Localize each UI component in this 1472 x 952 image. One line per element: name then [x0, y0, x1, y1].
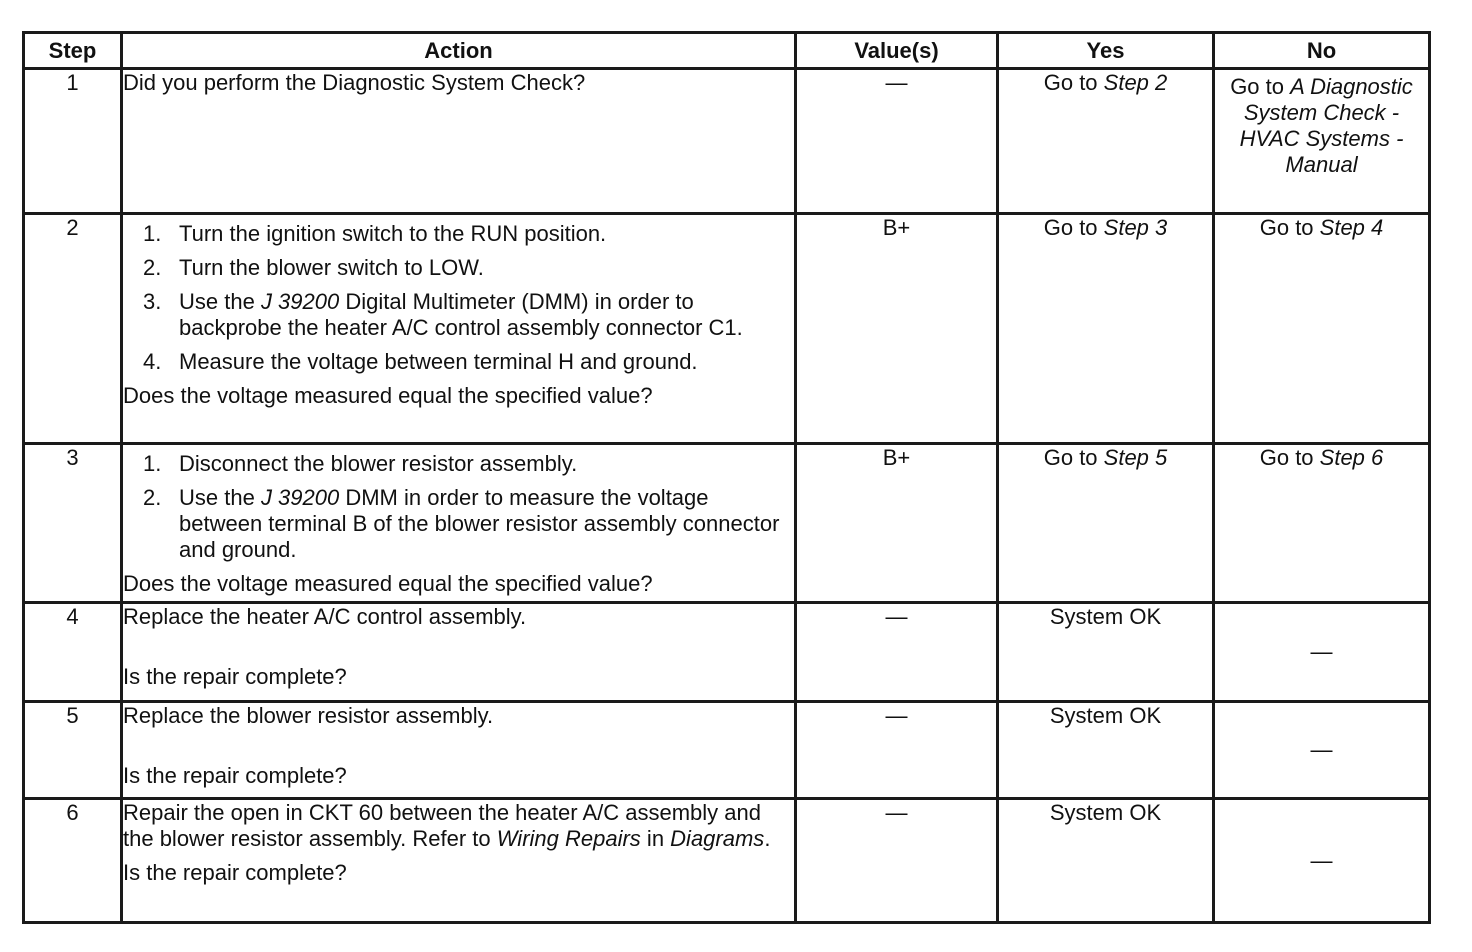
tool-reference: J 39200 [260, 485, 340, 510]
list-item [143, 485, 794, 563]
yes-cell [998, 69, 1214, 214]
value-cell: B+ [796, 214, 998, 444]
question-text: Is the repair complete? [123, 664, 347, 689]
action-cell [122, 69, 796, 214]
substep-number: 1. [143, 221, 162, 246]
list-item [143, 349, 794, 375]
substep-text: Use the [179, 485, 261, 510]
substep-text: Disconnect the blower resistor assembly. [179, 451, 578, 476]
action-text: Replace the blower resistor assembly. [123, 703, 494, 728]
substep-number: 1. [143, 451, 162, 476]
list-item [143, 255, 794, 281]
substep-text: Digital Multimeter (DMM) in order to backprobe the heater A/C control assembly connector C1. [179, 289, 743, 340]
yes-cell: System OK [998, 702, 1214, 799]
action-text [123, 800, 794, 852]
substep-number: 4. [143, 349, 162, 374]
list-item [143, 221, 794, 247]
value-cell: — [796, 799, 998, 923]
no-cell [1214, 69, 1430, 214]
yes-step-link[interactable]: Step 3 [1103, 215, 1168, 240]
question-text: Does the voltage measured equal the specified value? [123, 383, 653, 408]
substep-text: Use the [179, 289, 261, 314]
substep-text: DMM in order to measure the voltage between terminal B of the blower resistor assembly connector and ground. [179, 485, 780, 562]
no-cell: — [1214, 702, 1430, 799]
yes-cell [998, 214, 1214, 444]
table-row [24, 702, 1430, 799]
table-row [24, 799, 1430, 923]
no-ref-link[interactable]: A Diagnostic System Check - HVAC Systems - Manual [1239, 74, 1413, 177]
no-step-link[interactable]: Step 4 [1319, 215, 1384, 240]
question-text: Is the repair complete? [123, 763, 347, 788]
no-step-link[interactable]: Step 6 [1319, 445, 1384, 470]
step-number: 3 [24, 444, 122, 603]
value-cell: B+ [796, 444, 998, 603]
action-text: Replace the heater A/C control assembly. [123, 604, 527, 629]
table-row [24, 444, 1430, 603]
diagnostic-table [22, 31, 1431, 924]
action-text-part: Repair the open in CKT 60 between the heater A/C assembly and the blower resistor assembly. Refer to [123, 800, 761, 851]
substep-list [123, 451, 794, 563]
no-prefix: Go to [1230, 74, 1291, 99]
list-item [143, 289, 794, 341]
yes-step-link[interactable]: Step 5 [1103, 445, 1168, 470]
tool-reference: J 39200 [260, 289, 340, 314]
yes-prefix: Go to [1043, 70, 1104, 95]
no-cell [1214, 444, 1430, 603]
no-prefix: Go to [1259, 215, 1320, 240]
no-cell: — [1214, 603, 1430, 702]
action-text: Did you perform the Diagnostic System Check? [123, 70, 586, 95]
substep-number: 2. [143, 485, 162, 510]
yes-prefix: Go to [1043, 445, 1104, 470]
yes-cell: System OK [998, 603, 1214, 702]
header-no: No [1214, 33, 1430, 69]
substep-text: Measure the voltage between terminal H and ground. [179, 349, 698, 374]
substep-list [123, 221, 794, 375]
substep-text: Turn the ignition switch to the RUN position. [179, 221, 607, 246]
action-text-part: in [640, 826, 671, 851]
value-cell: — [796, 69, 998, 214]
step-number: 2 [24, 214, 122, 444]
step-number: 6 [24, 799, 122, 923]
table-row [24, 214, 1430, 444]
header-step: Step [24, 33, 122, 69]
header-yes: Yes [998, 33, 1214, 69]
question-text: Does the voltage measured equal the specified value? [123, 571, 653, 596]
table-row [24, 69, 1430, 214]
action-text-part: . [764, 826, 771, 851]
action-cell [122, 444, 796, 603]
substep-text: Turn the blower switch to LOW. [179, 255, 484, 280]
table-row [24, 603, 1430, 702]
question-text: Is the repair complete? [123, 860, 347, 885]
no-prefix: Go to [1259, 445, 1320, 470]
no-cell [1214, 214, 1430, 444]
yes-cell: System OK [998, 799, 1214, 923]
step-number: 1 [24, 69, 122, 214]
yes-step-link[interactable]: Step 2 [1103, 70, 1168, 95]
wiring-repairs-link[interactable]: Wiring Repairs [496, 826, 641, 851]
diagrams-link[interactable]: Diagrams [670, 826, 765, 851]
header-value: Value(s) [796, 33, 998, 69]
step-number: 4 [24, 603, 122, 702]
list-item [143, 451, 794, 477]
substep-number: 2. [143, 255, 162, 280]
step-number: 5 [24, 702, 122, 799]
yes-cell [998, 444, 1214, 603]
substep-number: 3. [143, 289, 162, 314]
action-cell [122, 214, 796, 444]
header-action: Action [122, 33, 796, 69]
action-cell [122, 799, 796, 923]
header-row [24, 33, 1430, 69]
action-cell [122, 702, 796, 799]
yes-prefix: Go to [1043, 215, 1104, 240]
action-cell [122, 603, 796, 702]
value-cell: — [796, 603, 998, 702]
value-cell: — [796, 702, 998, 799]
no-cell: — [1214, 799, 1430, 923]
